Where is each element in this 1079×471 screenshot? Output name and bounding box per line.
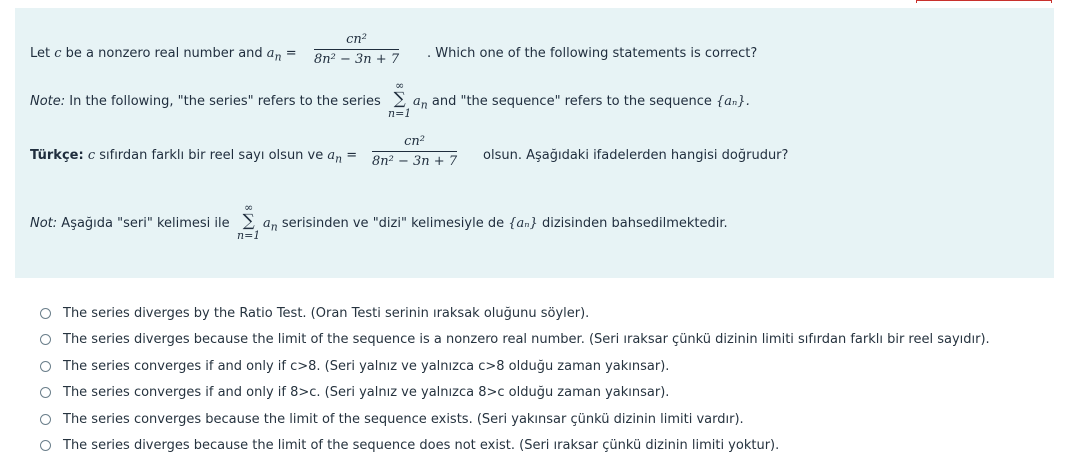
radio-button[interactable]	[40, 440, 51, 451]
note-line-tr	[30, 216, 230, 231]
note-line-en	[30, 94, 381, 109]
radio-button[interactable]	[40, 334, 51, 345]
option-label: The series diverges by the Ratio Test. (Oran Testi serinin ıraksak oluğunu söyler).	[63, 305, 590, 321]
question-line-en	[30, 46, 297, 64]
note-text-1: In the following, "the series" refers to the series	[69, 94, 381, 109]
note-text-2: and "the sequence" refers to the sequence	[431, 94, 712, 109]
var-c-tr: c	[87, 148, 96, 163]
option-label: The series converges because the limit of the sequence exists. (Seri yakınsar çünkü dizinin limiti vardır).	[63, 411, 744, 427]
fraction-numerator: cn²	[314, 32, 399, 50]
not-text-3: dizisinden bahsedilmektedir.	[541, 216, 728, 231]
var-an-tr: $a_n$	[327, 148, 343, 166]
not-label: Not:	[30, 216, 58, 231]
turkce-label: Türkçe:	[30, 148, 84, 163]
option-label: The series converges if and only if 8>c. (Seri yalnız ve yalnızca 8>c olduğu zaman yakınsar).	[63, 385, 670, 401]
fraction-denominator-tr: 8n² − 3n + 7	[372, 154, 458, 169]
fraction-numerator-tr: cn²	[372, 134, 457, 152]
question-line-tr	[30, 148, 357, 166]
not-text-1: Aşağıda "seri" kelimesi ile	[61, 216, 230, 231]
text-let: Let	[30, 46, 51, 61]
equals-sign-tr: =	[346, 148, 358, 163]
option-3[interactable]	[40, 353, 990, 380]
var-an: $a_n$	[266, 46, 282, 64]
note-line-tr-2	[263, 216, 728, 234]
sigma-en: ∞ ∑ n=1	[388, 79, 412, 120]
fraction-en	[314, 32, 399, 67]
option-6[interactable]	[40, 433, 990, 460]
var-an-note: $a_n$	[413, 94, 428, 112]
option-label: The series diverges because the limit of the sequence does not exist. (Seri ıraksar çünkü dizinin limiti yoktur).	[63, 438, 780, 454]
text-mid-tr: sıfırdan farklı bir reel sayı olsun ve	[99, 148, 324, 163]
option-5[interactable]	[40, 406, 990, 433]
top-tab-indicator	[916, 0, 1052, 3]
question-panel	[15, 8, 1054, 278]
radio-button[interactable]	[40, 361, 51, 372]
option-2[interactable]	[40, 327, 990, 354]
question-tail-en: . Which one of the following statements is correct?	[427, 46, 758, 61]
sequence-symbol: {aₙ}.	[716, 94, 750, 109]
fraction-denominator: 8n² − 3n + 7	[314, 52, 400, 67]
question-tail-tr: olsun. Aşağıdaki ifadelerden hangisi doğrudur?	[483, 148, 789, 163]
sigma-tr: ∞ ∑ n=1	[237, 201, 261, 242]
radio-button[interactable]	[40, 308, 51, 319]
sequence-symbol-tr: {aₙ}	[508, 216, 538, 231]
var-an-not: $a_n$	[263, 216, 278, 234]
option-4[interactable]	[40, 380, 990, 407]
radio-button[interactable]	[40, 414, 51, 425]
radio-button[interactable]	[40, 387, 51, 398]
note-label: Note:	[30, 94, 66, 109]
option-label: The series diverges because the limit of the sequence is a nonzero real number. (Seri ıraksar çünkü dizinin limiti sıfırdan farklı bir reel sayıdır).	[63, 332, 990, 348]
note-line-en-2	[413, 94, 750, 112]
fraction-tr	[372, 134, 457, 169]
answer-options	[40, 300, 990, 459]
text-mid-en: be a nonzero real number and	[65, 46, 263, 61]
option-1[interactable]	[40, 300, 990, 327]
var-c: c	[54, 46, 62, 61]
not-text-2: serisinden ve "dizi" kelimesiyle de	[281, 216, 505, 231]
option-label: The series converges if and only if c>8. (Seri yalnız ve yalnızca c>8 olduğu zaman yakınsar).	[63, 358, 670, 374]
equals-sign: =	[285, 46, 297, 61]
